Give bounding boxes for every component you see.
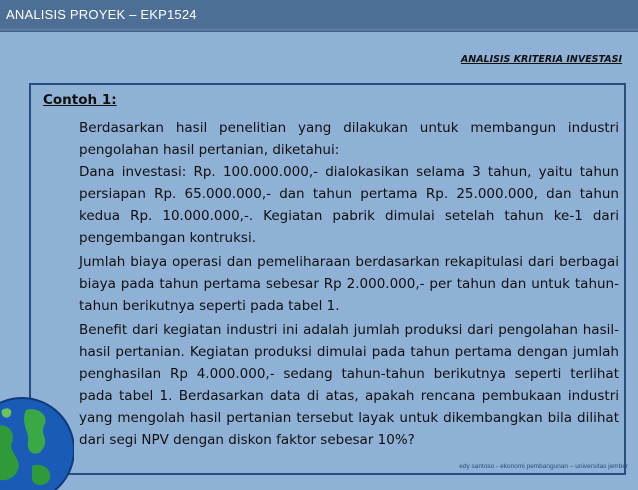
- paragraph-intro: Berdasarkan hasil penelitian yang dilakukan untuk membangun industri pengolahan hasil pertanian, diketahui:: [79, 120, 619, 158]
- content-frame: [29, 83, 626, 475]
- footer-credit: edy santoso - ekonomi pembangunan – universitas jember: [459, 463, 628, 470]
- paragraph-investment: Dana investasi: Rp. 100.000.000,- dialokasikan selama 3 tahun, yaitu tahun persiapan Rp. 65.000.000,- dan tahun pertama Rp. 25.000.000, dan tahun kedua Rp. 10.000.000,-. Kegiatan pabrik dimulai setelah tahun ke-1 dari pengembangan kontruksi.: [79, 164, 619, 246]
- example-heading: Contoh 1:: [43, 92, 117, 108]
- paragraph-operating-cost: Jumlah biaya operasi dan pemeliharaan berdasarkan rekapitulasi dari berbagai biaya pada tahun pertama sebesar Rp 2.000.000,- per tahun dan untuk tahun-tahun berikutnya seperti pada tabel 1.: [79, 254, 619, 314]
- paragraph-benefit: Benefit dari kegiatan industri ini adalah jumlah produksi dari pengolahan hasil-hasil pertanian. Kegiatan produksi dimulai pada tahun pertama dengan jumlah penghasilan Rp 4.000.000,- sedang tahun-tahun berikutnya seperti terlihat pada tabel 1. Berdasarkan data di atas, apakah rencana pembukaan industri yang mengolah hasil pertanian tersebut layak untuk dikembangkan bila dilihat dari segi NPV dengan diskon faktor sebesar 10%?: [79, 322, 619, 448]
- globe-icon: [0, 380, 74, 490]
- section-label: ANALISIS KRITERIA INVESTASI: [460, 54, 622, 65]
- header-bevel: [0, 29, 638, 32]
- header-bar: [0, 0, 638, 32]
- presentation-title: ANALISIS PROYEK – EKP1524: [6, 7, 197, 22]
